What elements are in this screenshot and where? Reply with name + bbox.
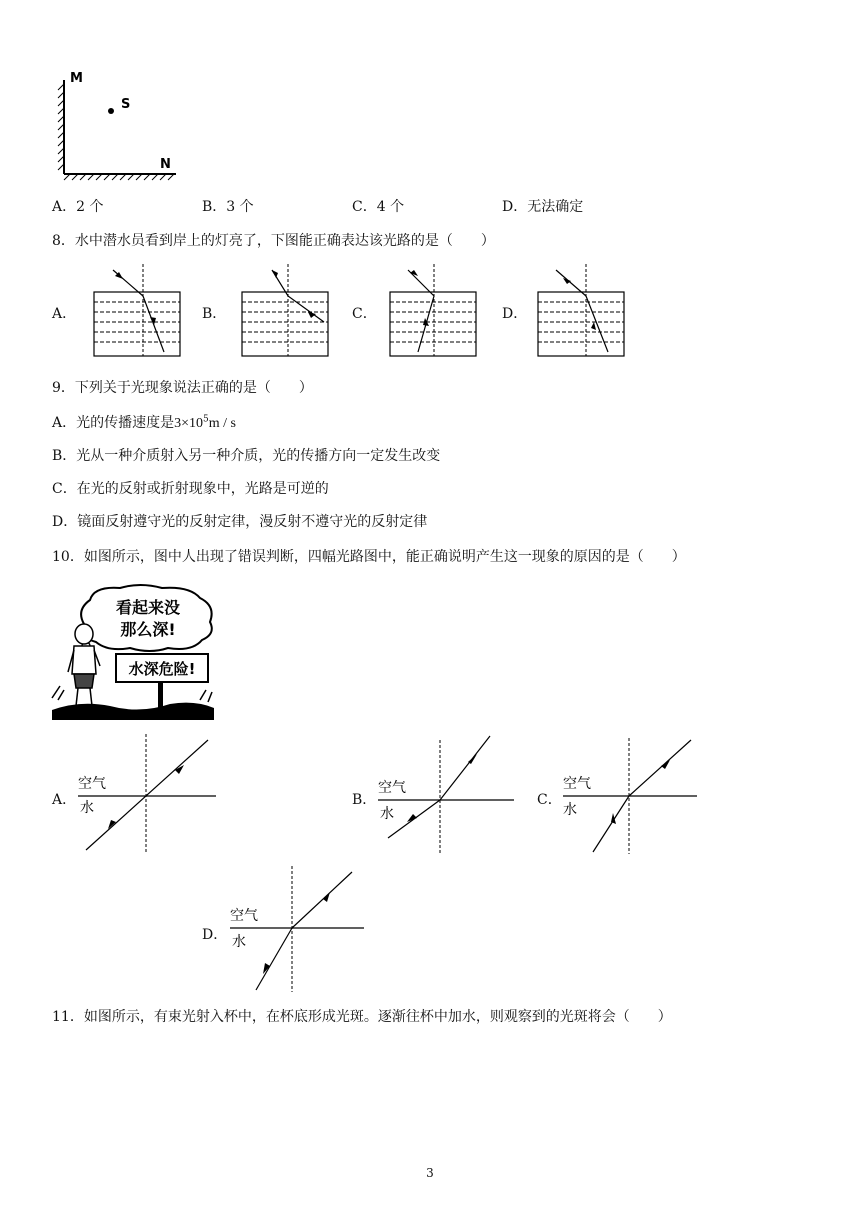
label-n: N [160,157,171,172]
q9-option-b[interactable]: B．光从一种介质射入另一种介质，光的传播方向一定发生改变 [52,448,441,464]
svg-text:水: 水 [380,806,394,822]
q7-option-b[interactable]: B．3 个 [202,199,254,215]
q8-stem: 8．水中潜水员看到岸上的灯亮了，下图能正确表达该光路的是（ ） [52,233,495,249]
q10-option-d-label[interactable]: D． [202,927,228,943]
q10-option-c-label[interactable]: C． [537,792,562,808]
q9-option-a[interactable]: A．光的传播速度是$3\times 10^5m / s$ [52,414,236,431]
q10-diagram-a [72,734,220,854]
q10-diagram-c [557,734,705,854]
point-s [108,108,114,114]
q9-option-d[interactable]: D．镜面反射遵守光的反射定律，漫反射不遵守光的反射定律 [52,514,428,530]
label-s: S [121,97,131,112]
q8-tank-b [236,262,336,362]
svg-text:空气: 空气 [230,908,258,924]
svg-text:空气: 空气 [78,776,106,792]
svg-text:空气: 空气 [563,776,591,792]
q10-option-b-label[interactable]: B． [352,792,377,808]
page-number: 3 [426,1166,434,1180]
q9-stem: 9．下列关于光现象说法正确的是（ ） [52,380,313,396]
svg-text:空气: 空气 [378,780,406,796]
bubble-line-1: 看起来没 [115,598,181,617]
svg-text:水: 水 [80,800,94,816]
q7-option-d[interactable]: D．无法确定 [502,199,584,215]
svg-text:水: 水 [563,802,577,818]
q10-option-a-label[interactable]: A． [52,792,77,808]
mirror-figure [50,58,190,182]
q7-option-c[interactable]: C．4 个 [352,199,405,215]
q9-option-c[interactable]: C．在光的反射或折射现象中，光路是可逆的 [52,481,329,497]
q11-stem: 11．如图所示，有束光射入杯中，在杯底形成光斑。逐渐往杯中加水，则观察到的光斑将会（ ） [52,1009,672,1025]
q10-diagram-b [372,734,520,854]
q8-option-b-label[interactable]: B． [202,306,227,322]
q8-tank-d [532,262,632,362]
q10-diagram-d [226,866,374,992]
q8-tank-c [384,262,484,362]
q8-tank-a [88,262,188,362]
cartoon-figure [50,582,216,722]
bubble-line-2: 那么深! [120,620,176,639]
q10-stem: 10．如图所示，图中人出现了错误判断，四幅光路图中，能正确说明产生这一现象的原因的是（ ） [52,549,686,565]
label-m: M [70,71,83,86]
q8-option-a-label[interactable]: A． [52,306,77,322]
q8-option-c-label[interactable]: C． [352,306,377,322]
sign-text: 水深危险! [128,660,196,678]
svg-text:水: 水 [232,934,246,950]
q8-option-d-label[interactable]: D． [502,306,528,322]
q7-option-a[interactable]: A．2 个 [52,199,104,215]
